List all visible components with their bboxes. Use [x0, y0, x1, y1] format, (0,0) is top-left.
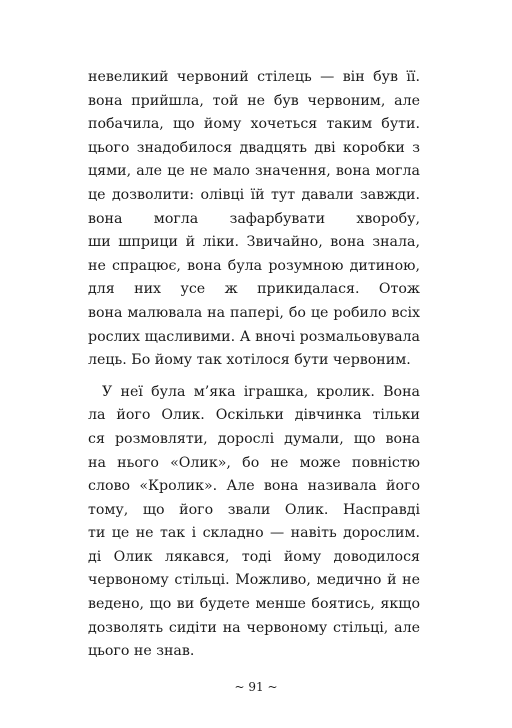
- text-line: лець. Бо йому так хотілося бути червоним.: [88, 352, 411, 369]
- text-line: вона малювала на папері, бо це робило всіх: [88, 304, 420, 321]
- page-number: ~ 91 ~: [234, 680, 278, 694]
- text-line: побачила, що йому хочеться таким бути.: [88, 116, 420, 133]
- text-line: невеликий червоний стілець — він був її.: [88, 69, 420, 85]
- body-text: [88, 66, 420, 664]
- text-line: У неї була м’яка іграшка, кролик. Вона: [102, 383, 420, 400]
- text-line: не спрацює, вона була розумною дитиною,: [88, 257, 420, 274]
- text-line: цього знадобилося двадцять дві коробки з: [88, 139, 420, 156]
- text-line: тому, що його звали Олик. Насправді: [88, 501, 420, 518]
- text-line: це дозволити: олівці їй тут давали завжди.: [88, 186, 420, 203]
- text-line: для них усе ж прикидалася. Отож: [88, 281, 420, 298]
- text-line: цями, але це не мало значення, вона могла: [88, 163, 420, 180]
- text-line: на нього «Олик», бо не може повністю: [88, 454, 420, 471]
- text-line: ши шприци й ліки. Звичайно, вона знала,: [88, 234, 420, 251]
- text-line: вона прийшла, той не був червоним, але: [88, 92, 420, 109]
- text-line: червоному стільці. Можливо, медично й не: [88, 572, 420, 589]
- paragraph-2: [88, 381, 420, 664]
- text-line: ся розмовляти, дорослі думали, що вона: [88, 430, 420, 447]
- text-line: дозволять сидіти на червоному стільці, але: [88, 619, 420, 636]
- text-line: ла його Олик. Оскільки дівчинка тільки: [88, 407, 420, 424]
- text-line: ді Олик лякався, тоді йому доводилося: [88, 548, 420, 565]
- text-line: рослих щасливими. А вночі розмальовувала: [88, 328, 420, 345]
- text-line: цього не знав.: [88, 643, 195, 660]
- text-line: ведено, що ви будете менше боятись, якщо: [88, 596, 420, 613]
- paragraph-1: [88, 66, 420, 373]
- text-line: ти це не так і складно — навіть дорослим.: [88, 525, 420, 542]
- text-line: вона могла зафарбувати хворобу,: [88, 210, 420, 227]
- text-line: слово «Кролик». Але вона називала його: [88, 478, 420, 495]
